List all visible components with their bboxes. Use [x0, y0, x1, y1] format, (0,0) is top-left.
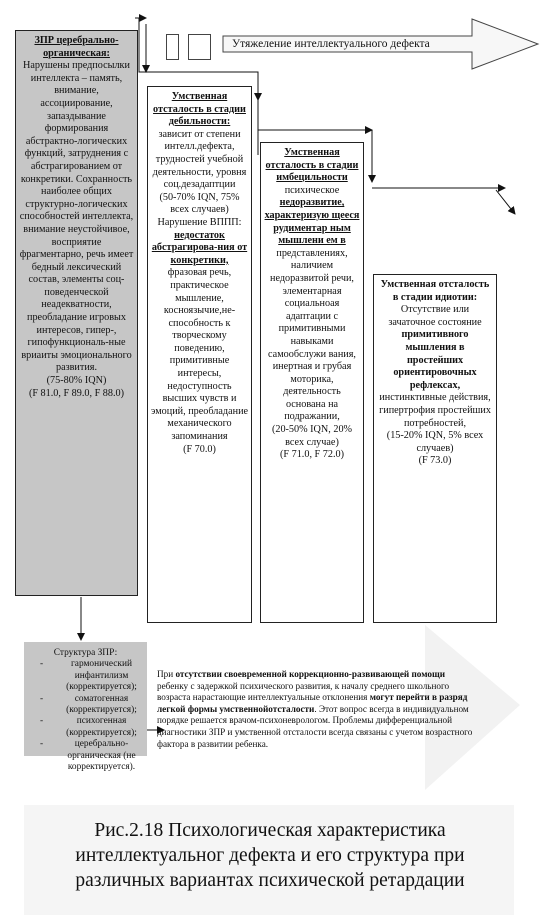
structure-item: - церебрально-органическая (не корректируется). — [40, 739, 136, 773]
idiocy-box — [373, 274, 497, 623]
zpr-title: ЗПР церебрально-органическая: — [34, 35, 119, 59]
marker-square-2 — [188, 34, 211, 60]
debility-title: Умственная отсталость в стадии дебильности: — [153, 91, 246, 128]
debility-text2: Нарушение ВППП: — [157, 216, 242, 228]
idiocy-text2: инстинктивные действия, гипертрофия простейших потребностей, — [379, 392, 491, 429]
structure-title: Структура ЗПР: — [53, 648, 118, 658]
marker-square-1 — [166, 34, 179, 60]
imbecility-codes: (F 71.0, F 72.0) — [280, 449, 344, 461]
zpr-text: Нарушены предпосылки интеллекта – память, внимание, ассоциирование, запаздывание формирования абстрактно-логических функций, затруднения с абстрагированием от конкретики. Сохранность наиболее общих структурно-логических способностей интеллекта, внимание неустойчивое, восприятие фрагментарно, речь имеет бедный лексический состав, элементы соц-поведенческой неадекватности, преобладание игровых интересов, гипер-, гипофункциональ-ные вриаиты эмоционального развития. — [19, 60, 134, 374]
structure-item: - соматогенная (корректируется); — [40, 693, 137, 716]
imbecility-emph: недоразвитие, характеризую щееся рудиментар ным мышлени ем в — [264, 197, 360, 247]
idiocy-codes: (F 73.0) — [418, 455, 452, 467]
zpr-box — [15, 30, 138, 596]
debility-iq: (50-70% IQN, 75% всех случаев) — [159, 191, 240, 216]
note-emphasis-1: отсутствии своевременной коррекционно-развивающей помощи — [175, 669, 445, 679]
debility-box — [147, 86, 252, 623]
zpr-codes: (F 81.0, F 89.0, F 88.0) — [28, 387, 125, 399]
idiocy-iq: (15-20% IQN, 5% всех случаев) — [386, 430, 484, 454]
transition-note: При отсутствии своевременной коррекционно-развивающей помощи ребенку с задержкой психического развития, к началу среднего школьного возраста нарастающие интеллектуальные отклонения могут перейти в разряд легкой формы умственнойотсталости. Этот вопрос всегда в индивидуальном порядке решается врачом-психоневрологом. Проблемы дифференциальной диагностики ЗПР и умственной отсталости всегда связаны с учетом возрастного фактора в развитии ребенка. — [157, 669, 473, 749]
imbecility-title: Умственная отсталость в стадии имбецильности — [265, 147, 359, 184]
zpr-iq: (75-80% IQN) — [46, 375, 107, 387]
structure-item: - гармонический инфантилизм (корректируется); — [40, 659, 137, 693]
debility-text1: зависит от степени интелл.дефекта, трудностей учебной деятельности, уровня соц.дезадаптции — [152, 128, 247, 191]
idiocy-title: Умственная отсталость в стадии идиотии: — [380, 279, 490, 303]
structure-item: - психогенная (корректируется); — [40, 716, 137, 738]
imbecility-text2: представлениях, наличием недоразвитой речи, элементарная социальноая адаптации с примитивными навыками самообслужи вания, инертная и грубая моторика, деятельность основана на подражании, — [268, 247, 356, 423]
zpr-structure-box — [24, 642, 147, 773]
imbecility-text1: психическое — [284, 184, 340, 196]
figure-caption: Рис.2.18 Психологическая характеристика интеллектуальног дефекта и его структура при различных вариантах психической ретардации — [75, 820, 465, 891]
imbecility-box — [260, 142, 364, 623]
debility-emph: недостаток абстрагирова-ния от конкретики, — [151, 229, 248, 266]
idiocy-text1: Отсутствие или зачаточное состояние — [388, 304, 482, 328]
severity-arrow-label: Утяжеление интеллектуального дефекта — [232, 38, 430, 50]
idiocy-emph: примитивного мышления в простейших ориентировочных рефлексах, — [393, 329, 477, 391]
note-emphasis-2: могут перейти в разряд легкой формы умственнойотсталости — [157, 692, 468, 714]
debility-codes: (F 70.0) — [183, 443, 216, 455]
debility-text3: фразовая речь, практическое мышление, косноязычие,не-способность к творческому поведению, примитивные интересы, недоступность высших чувств и эмоций, преобладание механического запоминания — [150, 267, 249, 443]
imbecility-iq: (20-50% IQN, 20% всех случае) — [271, 424, 353, 448]
